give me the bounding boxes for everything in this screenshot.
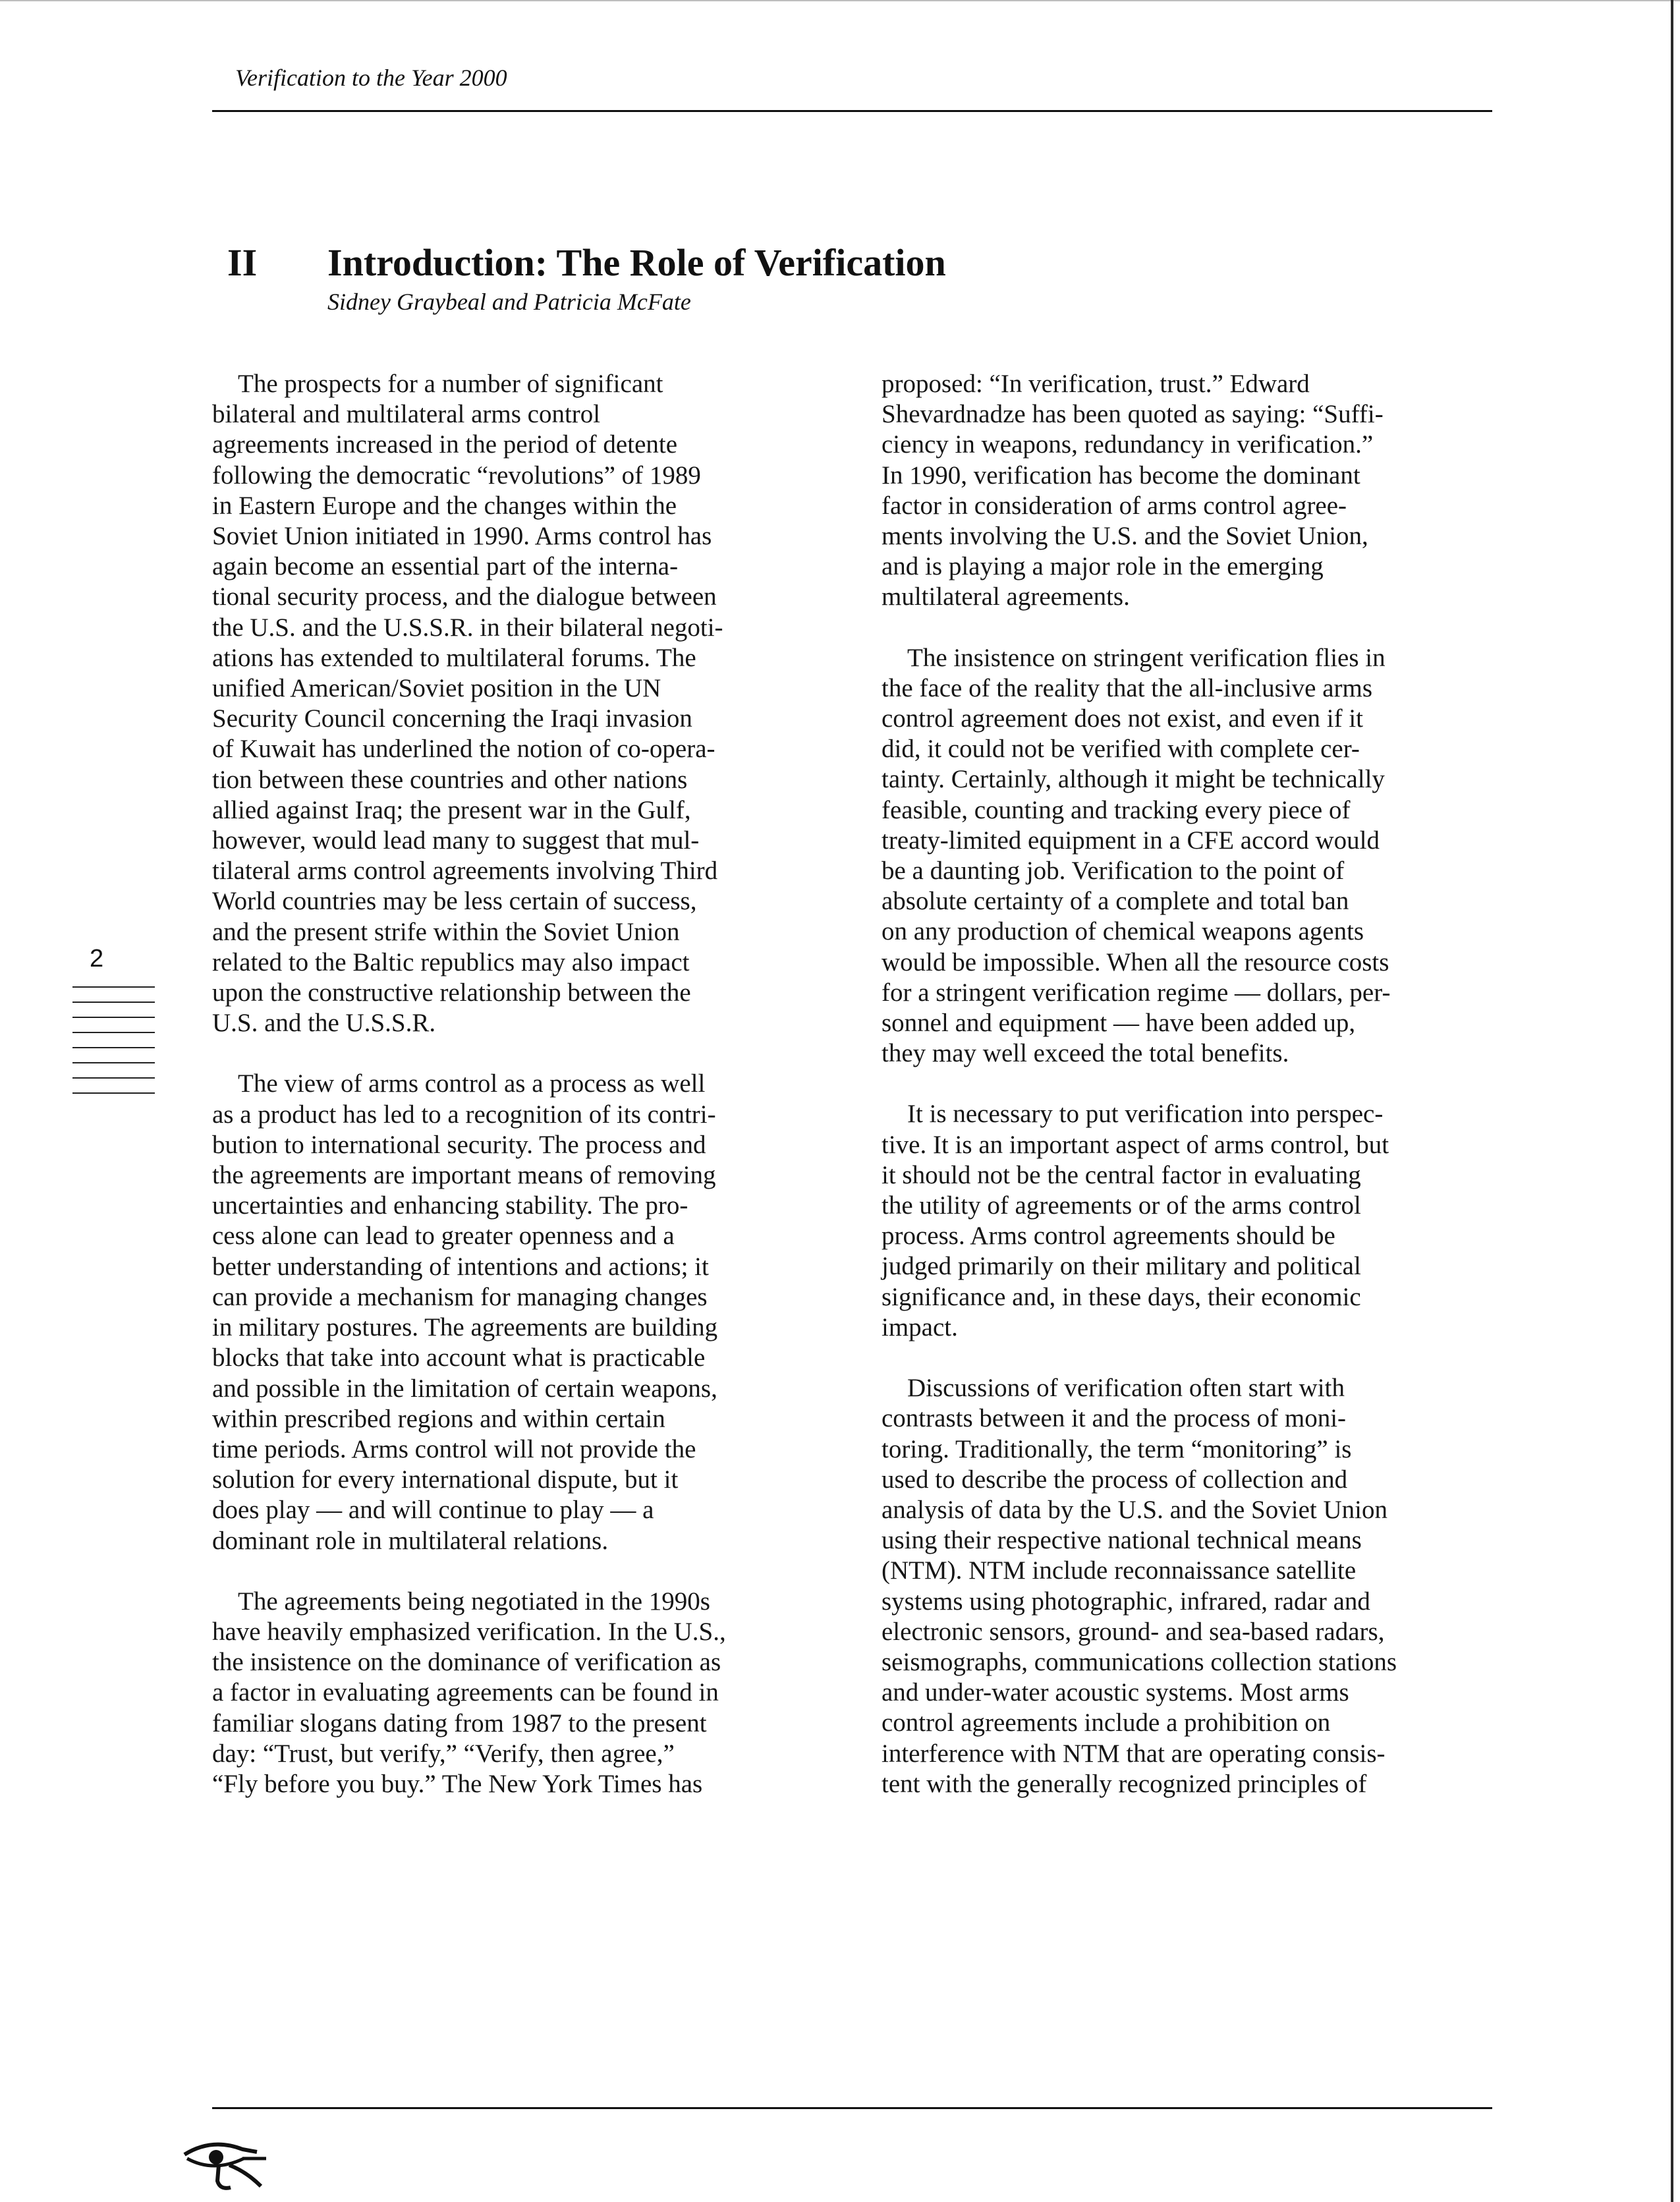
text-line: would be impossible. When all the resource costs <box>882 947 1389 976</box>
chapter-authors: Sidney Graybeal and Patricia McFate <box>327 289 691 315</box>
text-line: cess alone can lead to greater openness and a <box>212 1222 675 1251</box>
text-line: unified American/Soviet position in the UN <box>212 674 661 703</box>
text-line: on any production of chemical weapons agents <box>882 917 1364 946</box>
header-rule <box>212 110 1492 112</box>
text-line: toring. Traditionally, the term “monitoring” is <box>882 1434 1352 1463</box>
eye-of-horus-logo-icon <box>179 2135 271 2193</box>
text-line: be a daunting job. Verification to the point of <box>882 857 1345 886</box>
text-line: it should not be the central factor in evaluating <box>882 1160 1361 1189</box>
text-line: and is playing a major role in the emerging <box>882 552 1324 581</box>
text-line: the agreements are important means of removing <box>212 1161 716 1190</box>
text-line: and possible in the limitation of certain weapons, <box>212 1374 717 1403</box>
text-line: have heavily emphasized verification. In the U.S., <box>212 1617 726 1646</box>
scan-top-edge <box>0 0 1680 1</box>
text-line: (NTM). NTM include reconnaissance satellite <box>882 1556 1357 1585</box>
text-line: for a stringent verification regime — dollars, per- <box>882 978 1391 1007</box>
text-line: a factor in evaluating agreements can be found in <box>212 1678 719 1707</box>
text-line: proposed: “In verification, trust.” Edward <box>882 370 1310 398</box>
margin-rule <box>72 1002 155 1003</box>
margin-rule <box>72 1062 155 1063</box>
text-line: the insistence on the dominance of verification as <box>212 1648 721 1677</box>
text-line: the face of the reality that the all-inclusive arms <box>882 673 1373 702</box>
text-line: In 1990, verification has become the dominant <box>882 461 1360 490</box>
text-line: contrasts between it and the process of moni- <box>882 1404 1347 1433</box>
text-line: again become an essential part of the interna- <box>212 552 679 581</box>
margin-rule <box>72 1032 155 1033</box>
body-paragraph <box>212 1587 818 1799</box>
text-line: using their respective national technical means <box>882 1526 1362 1555</box>
text-line: tive. It is an important aspect of arms control, but <box>882 1130 1389 1159</box>
text-line: significance and, in these days, their economic <box>882 1282 1361 1311</box>
text-line: ations has extended to multilateral forums. The <box>212 643 696 672</box>
page-number: 2 <box>90 945 104 973</box>
text-line: Discussions of verification often start with <box>882 1374 1345 1403</box>
text-line: allied against Iraq; the present war in the Gulf, <box>212 795 691 824</box>
body-paragraph <box>882 1099 1498 1343</box>
text-line: control agreements include a prohibition on <box>882 1708 1331 1737</box>
text-line: systems using photographic, infrared, radar and <box>882 1587 1370 1616</box>
text-line: following the democratic “revolutions” of 1989 <box>212 461 701 490</box>
text-line: did, it could not be verified with complete cer- <box>882 735 1360 764</box>
text-line: control agreement does not exist, and even if it <box>882 704 1364 733</box>
margin-rule <box>72 986 155 988</box>
text-line: dominant role in multilateral relations. <box>212 1526 609 1555</box>
text-line: in military postures. The agreements are building <box>212 1313 718 1342</box>
text-line: absolute certainty of a complete and total ban <box>882 887 1349 916</box>
text-line: analysis of data by the U.S. and the Soviet Union <box>882 1495 1387 1524</box>
text-line: multilateral agreements. <box>882 582 1130 611</box>
text-line: impact. <box>882 1313 958 1341</box>
text-line: can provide a mechanism for managing changes <box>212 1282 708 1311</box>
text-line: World countries may be less certain of success, <box>212 887 697 916</box>
text-line: feasible, counting and tracking every piece of <box>882 795 1351 824</box>
text-line: better understanding of intentions and actions; it <box>212 1252 709 1281</box>
text-line: blocks that take into account what is practicable <box>212 1343 706 1372</box>
text-line: It is necessary to put verification into perspec- <box>882 1100 1384 1129</box>
margin-rule <box>72 1092 155 1094</box>
text-line: as a product has led to a recognition of its contri- <box>212 1100 716 1129</box>
text-line: ciency in weapons, redundancy in verification.” <box>882 430 1374 459</box>
text-line: within prescribed regions and within certain <box>212 1404 665 1433</box>
text-line: bution to international security. The process and <box>212 1130 706 1159</box>
text-line: and under-water acoustic systems. Most arms <box>882 1678 1349 1707</box>
text-line: uncertainties and enhancing stability. The pro- <box>212 1191 688 1220</box>
text-line: electronic sensors, ground- and sea-based radars, <box>882 1617 1385 1646</box>
text-line: interference with NTM that are operating consis- <box>882 1739 1386 1768</box>
body-paragraph <box>212 369 818 1038</box>
text-line: tional security process, and the dialogue between <box>212 582 717 611</box>
text-line: familiar slogans dating from 1987 to the present <box>212 1708 707 1737</box>
text-line: seismographs, communications collection stations <box>882 1647 1397 1676</box>
margin-rule <box>72 1017 155 1018</box>
text-line: Soviet Union initiated in 1990. Arms control has <box>212 522 712 551</box>
text-line: “Fly before you buy.” The New York Times has <box>212 1769 703 1798</box>
text-line: The view of arms control as a process as well <box>212 1069 706 1098</box>
text-line: the U.S. and the U.S.S.R. in their bilateral negoti- <box>212 613 723 642</box>
chapter-number: II <box>227 241 258 284</box>
body-paragraph <box>882 1373 1498 1799</box>
text-line: of Kuwait has underlined the notion of co-opera- <box>212 735 715 764</box>
text-line: upon the constructive relationship between the <box>212 978 691 1007</box>
text-line: judged primarily on their military and political <box>882 1252 1361 1281</box>
text-line: tion between these countries and other nations <box>212 765 688 794</box>
margin-rule <box>72 1047 155 1048</box>
text-line: The insistence on stringent verification flies in <box>882 643 1386 672</box>
text-line: does play — and will continue to play — a <box>212 1496 654 1525</box>
text-line: agreements increased in the period of detente <box>212 430 678 459</box>
text-line: tilateral arms control agreements involving Third <box>212 857 718 886</box>
text-line: tent with the generally recognized principles of <box>882 1769 1367 1798</box>
text-line: solution for every international dispute, but it <box>212 1465 679 1494</box>
text-line: Shevardnadze has been quoted as saying: “Suffi- <box>882 400 1384 429</box>
text-line: process. Arms control agreements should be <box>882 1222 1335 1251</box>
text-line: factor in consideration of arms control agree- <box>882 491 1347 520</box>
chapter-title: Introduction: The Role of Verification <box>327 241 946 284</box>
body-paragraph <box>882 643 1498 1069</box>
text-line: and the present strife within the Soviet Union <box>212 917 680 946</box>
text-line: Security Council concerning the Iraqi invasion <box>212 704 692 733</box>
footer-rule <box>212 2107 1492 2109</box>
text-line: used to describe the process of collection and <box>882 1465 1348 1494</box>
text-line: in Eastern Europe and the changes within the <box>212 491 677 520</box>
text-line: the utility of agreements or of the arms control <box>882 1191 1361 1220</box>
text-line: The agreements being negotiated in the 1990s <box>212 1587 710 1616</box>
text-line: sonnel and equipment — have been added up, <box>882 1009 1356 1038</box>
text-line: U.S. and the U.S.S.R. <box>212 1009 436 1038</box>
text-line: related to the Baltic republics may also impact <box>212 947 690 976</box>
text-line: treaty-limited equipment in a CFE accord would <box>882 826 1380 855</box>
right-text-column <box>882 369 1498 1830</box>
left-text-column <box>212 369 818 1830</box>
text-line: The prospects for a number of significant <box>212 370 663 398</box>
margin-rule <box>72 1077 155 1079</box>
text-line: ments involving the U.S. and the Soviet Union, <box>882 522 1368 551</box>
text-line: bilateral and multilateral arms control <box>212 400 601 429</box>
text-line: time periods. Arms control will not provide the <box>212 1434 696 1463</box>
text-line: they may well exceed the total benefits. <box>882 1039 1289 1068</box>
text-line: tainty. Certainly, although it might be technically <box>882 765 1385 794</box>
running-header-title: Verification to the Year 2000 <box>235 65 507 91</box>
body-paragraph <box>882 369 1498 613</box>
body-paragraph <box>212 1069 818 1556</box>
text-line: day: “Trust, but verify,” “Verify, then agree,” <box>212 1739 675 1768</box>
text-line: however, would lead many to suggest that mul- <box>212 826 700 855</box>
scan-right-edge <box>1671 0 1673 2202</box>
